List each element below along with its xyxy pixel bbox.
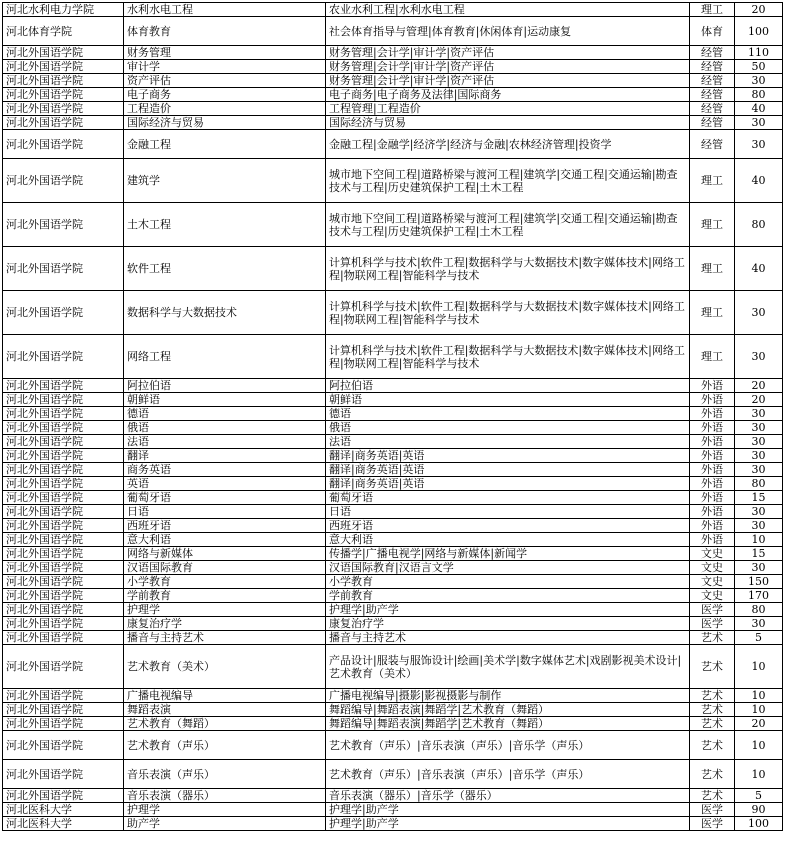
subjects-cell: 财务管理|会计学|审计学|资产评估 (326, 60, 690, 74)
category-cell: 艺术 (690, 717, 735, 731)
major-cell: 建筑学 (124, 159, 326, 203)
count-cell: 40 (735, 102, 783, 116)
major-cell: 西班牙语 (124, 519, 326, 533)
count-cell: 30 (735, 407, 783, 421)
major-cell: 学前教育 (124, 589, 326, 603)
category-cell: 外语 (690, 477, 735, 491)
table-row (3, 617, 783, 631)
subjects-cell: 阿拉伯语 (326, 379, 690, 393)
school-cell: 河北外国语学院 (3, 335, 124, 379)
category-cell: 艺术 (690, 645, 735, 689)
count-cell: 20 (735, 393, 783, 407)
table-row (3, 46, 783, 60)
category-cell: 外语 (690, 379, 735, 393)
count-cell: 170 (735, 589, 783, 603)
major-cell: 康复治疗学 (124, 617, 326, 631)
subjects-cell: 翻译|商务英语|英语 (326, 463, 690, 477)
school-cell: 河北外国语学院 (3, 407, 124, 421)
subjects-cell: 财务管理|会计学|审计学|资产评估 (326, 46, 690, 60)
major-cell: 汉语国际教育 (124, 561, 326, 575)
table-row (3, 519, 783, 533)
table-row (3, 88, 783, 102)
subjects-cell: 汉语国际教育|汉语言文学 (326, 561, 690, 575)
major-cell: 英语 (124, 477, 326, 491)
category-cell: 理工 (690, 3, 735, 17)
school-cell: 河北外国语学院 (3, 603, 124, 617)
school-cell: 河北外国语学院 (3, 291, 124, 335)
subjects-cell: 计算机科学与技术|软件工程|数据科学与大数据技术|数字媒体技术|网络工程|物联网工程|智能科学与技术 (326, 291, 690, 335)
table-row (3, 789, 783, 803)
table-row (3, 435, 783, 449)
count-cell: 10 (735, 760, 783, 789)
major-cell: 日语 (124, 505, 326, 519)
school-cell: 河北外国语学院 (3, 435, 124, 449)
category-cell: 艺术 (690, 631, 735, 645)
subjects-cell: 意大利语 (326, 533, 690, 547)
table-row (3, 575, 783, 589)
subjects-cell: 护理学|助产学 (326, 817, 690, 831)
subjects-cell: 播音与主持艺术 (326, 631, 690, 645)
category-cell: 经管 (690, 74, 735, 88)
subjects-cell: 音乐表演（器乐）|音乐学（器乐） (326, 789, 690, 803)
subjects-cell: 翻译|商务英语|英语 (326, 449, 690, 463)
category-cell: 经管 (690, 102, 735, 116)
school-cell: 河北外国语学院 (3, 393, 124, 407)
major-cell: 法语 (124, 435, 326, 449)
table-row (3, 803, 783, 817)
table-row (3, 703, 783, 717)
subjects-cell: 朝鲜语 (326, 393, 690, 407)
major-cell: 俄语 (124, 421, 326, 435)
school-cell: 河北外国语学院 (3, 689, 124, 703)
subjects-cell: 电子商务|电子商务及法律|国际商务 (326, 88, 690, 102)
category-cell: 文史 (690, 547, 735, 561)
school-cell: 河北外国语学院 (3, 159, 124, 203)
major-cell: 朝鲜语 (124, 393, 326, 407)
count-cell: 15 (735, 547, 783, 561)
subjects-cell: 日语 (326, 505, 690, 519)
category-cell: 理工 (690, 247, 735, 291)
subjects-cell: 俄语 (326, 421, 690, 435)
count-cell: 30 (735, 561, 783, 575)
school-cell: 河北外国语学院 (3, 463, 124, 477)
count-cell: 100 (735, 817, 783, 831)
major-cell: 葡萄牙语 (124, 491, 326, 505)
school-cell: 河北外国语学院 (3, 631, 124, 645)
subjects-cell: 学前教育 (326, 589, 690, 603)
school-cell: 河北外国语学院 (3, 645, 124, 689)
subjects-cell: 产品设计|服装与服饰设计|绘画|美术学|数字媒体艺术|戏剧影视美术设计|艺术教育（美术） (326, 645, 690, 689)
category-cell: 外语 (690, 393, 735, 407)
subjects-cell: 护理学|助产学 (326, 803, 690, 817)
school-cell: 河北外国语学院 (3, 789, 124, 803)
school-cell: 河北外国语学院 (3, 74, 124, 88)
major-cell: 小学教育 (124, 575, 326, 589)
category-cell: 经管 (690, 46, 735, 60)
major-cell: 水利水电工程 (124, 3, 326, 17)
school-cell: 河北体育学院 (3, 17, 124, 46)
count-cell: 10 (735, 533, 783, 547)
major-cell: 软件工程 (124, 247, 326, 291)
table-row (3, 421, 783, 435)
major-cell: 音乐表演（声乐） (124, 760, 326, 789)
count-cell: 30 (735, 435, 783, 449)
major-cell: 网络工程 (124, 335, 326, 379)
major-cell: 艺术教育（美术） (124, 645, 326, 689)
table-row (3, 74, 783, 88)
major-cell: 数据科学与大数据技术 (124, 291, 326, 335)
category-cell: 外语 (690, 463, 735, 477)
admission-table (2, 2, 783, 831)
table-body (3, 3, 783, 831)
category-cell: 文史 (690, 561, 735, 575)
category-cell: 经管 (690, 88, 735, 102)
table-row (3, 731, 783, 760)
count-cell: 40 (735, 159, 783, 203)
count-cell: 30 (735, 116, 783, 130)
major-cell: 商务英语 (124, 463, 326, 477)
school-cell: 河北医科大学 (3, 817, 124, 831)
table-row (3, 247, 783, 291)
subjects-cell: 城市地下空间工程|道路桥梁与渡河工程|建筑学|交通工程|交通运输|勘查技术与工程|历史建筑保护工程|土木工程 (326, 159, 690, 203)
school-cell: 河北外国语学院 (3, 421, 124, 435)
major-cell: 土木工程 (124, 203, 326, 247)
count-cell: 90 (735, 803, 783, 817)
table-row (3, 477, 783, 491)
school-cell: 河北外国语学院 (3, 505, 124, 519)
category-cell: 理工 (690, 203, 735, 247)
count-cell: 20 (735, 717, 783, 731)
subjects-cell: 工程管理|工程造价 (326, 102, 690, 116)
subjects-cell: 葡萄牙语 (326, 491, 690, 505)
count-cell: 80 (735, 203, 783, 247)
table-row (3, 102, 783, 116)
table-row (3, 60, 783, 74)
count-cell: 50 (735, 60, 783, 74)
major-cell: 护理学 (124, 803, 326, 817)
school-cell: 河北外国语学院 (3, 589, 124, 603)
count-cell: 110 (735, 46, 783, 60)
category-cell: 文史 (690, 575, 735, 589)
category-cell: 医学 (690, 603, 735, 617)
count-cell: 150 (735, 575, 783, 589)
count-cell: 100 (735, 17, 783, 46)
school-cell: 河北外国语学院 (3, 547, 124, 561)
category-cell: 理工 (690, 159, 735, 203)
subjects-cell: 社会体育指导与管理|体育教育|休闲体育|运动康复 (326, 17, 690, 46)
count-cell: 20 (735, 3, 783, 17)
table-row (3, 533, 783, 547)
table-row (3, 505, 783, 519)
table-row (3, 130, 783, 159)
table-row (3, 491, 783, 505)
table-row (3, 17, 783, 46)
category-cell: 艺术 (690, 731, 735, 760)
school-cell: 河北外国语学院 (3, 477, 124, 491)
table-row (3, 561, 783, 575)
category-cell: 经管 (690, 116, 735, 130)
count-cell: 80 (735, 88, 783, 102)
major-cell: 艺术教育（声乐） (124, 731, 326, 760)
subjects-cell: 护理学|助产学 (326, 603, 690, 617)
category-cell: 外语 (690, 449, 735, 463)
count-cell: 10 (735, 689, 783, 703)
table-row (3, 463, 783, 477)
subjects-cell: 小学教育 (326, 575, 690, 589)
count-cell: 80 (735, 477, 783, 491)
count-cell: 10 (735, 731, 783, 760)
count-cell: 30 (735, 74, 783, 88)
major-cell: 金融工程 (124, 130, 326, 159)
school-cell: 河北外国语学院 (3, 130, 124, 159)
table-row (3, 817, 783, 831)
major-cell: 舞蹈表演 (124, 703, 326, 717)
school-cell: 河北外国语学院 (3, 449, 124, 463)
school-cell: 河北外国语学院 (3, 760, 124, 789)
table-row (3, 717, 783, 731)
school-cell: 河北外国语学院 (3, 379, 124, 393)
major-cell: 财务管理 (124, 46, 326, 60)
major-cell: 音乐表演（器乐） (124, 789, 326, 803)
count-cell: 10 (735, 703, 783, 717)
category-cell: 艺术 (690, 689, 735, 703)
school-cell: 河北外国语学院 (3, 102, 124, 116)
table-row (3, 547, 783, 561)
subjects-cell: 传播学|广播电视学|网络与新媒体|新闻学 (326, 547, 690, 561)
school-cell: 河北外国语学院 (3, 717, 124, 731)
school-cell: 河北外国语学院 (3, 533, 124, 547)
school-cell: 河北外国语学院 (3, 247, 124, 291)
subjects-cell: 艺术教育（声乐）|音乐表演（声乐）|音乐学（声乐） (326, 760, 690, 789)
category-cell: 艺术 (690, 703, 735, 717)
subjects-cell: 艺术教育（声乐）|音乐表演（声乐）|音乐学（声乐） (326, 731, 690, 760)
school-cell: 河北外国语学院 (3, 575, 124, 589)
subjects-cell: 城市地下空间工程|道路桥梁与渡河工程|建筑学|交通工程|交通运输|勘查技术与工程|历史建筑保护工程|土木工程 (326, 203, 690, 247)
count-cell: 10 (735, 645, 783, 689)
school-cell: 河北外国语学院 (3, 46, 124, 60)
major-cell: 护理学 (124, 603, 326, 617)
count-cell: 15 (735, 491, 783, 505)
table-row (3, 291, 783, 335)
category-cell: 经管 (690, 60, 735, 74)
count-cell: 5 (735, 631, 783, 645)
subjects-cell: 西班牙语 (326, 519, 690, 533)
category-cell: 体育 (690, 17, 735, 46)
category-cell: 经管 (690, 130, 735, 159)
major-cell: 工程造价 (124, 102, 326, 116)
major-cell: 阿拉伯语 (124, 379, 326, 393)
subjects-cell: 计算机科学与技术|软件工程|数据科学与大数据技术|数字媒体技术|网络工程|物联网工程|智能科学与技术 (326, 247, 690, 291)
major-cell: 广播电视编导 (124, 689, 326, 703)
subjects-cell: 国际经济与贸易 (326, 116, 690, 130)
subjects-cell: 计算机科学与技术|软件工程|数据科学与大数据技术|数字媒体技术|网络工程|物联网工程|智能科学与技术 (326, 335, 690, 379)
table-row (3, 449, 783, 463)
subjects-cell: 舞蹈编导|舞蹈表演|舞蹈学|艺术教育（舞蹈） (326, 703, 690, 717)
category-cell: 外语 (690, 491, 735, 505)
major-cell: 助产学 (124, 817, 326, 831)
major-cell: 翻译 (124, 449, 326, 463)
count-cell: 80 (735, 603, 783, 617)
school-cell: 河北外国语学院 (3, 731, 124, 760)
category-cell: 艺术 (690, 789, 735, 803)
school-cell: 河北外国语学院 (3, 617, 124, 631)
subjects-cell: 农业水利工程|水利水电工程 (326, 3, 690, 17)
count-cell: 30 (735, 291, 783, 335)
category-cell: 医学 (690, 817, 735, 831)
school-cell: 河北外国语学院 (3, 491, 124, 505)
table-row (3, 203, 783, 247)
school-cell: 河北水利电力学院 (3, 3, 124, 17)
category-cell: 理工 (690, 335, 735, 379)
count-cell: 40 (735, 247, 783, 291)
count-cell: 30 (735, 505, 783, 519)
table-row (3, 393, 783, 407)
count-cell: 30 (735, 617, 783, 631)
category-cell: 艺术 (690, 760, 735, 789)
table-row (3, 379, 783, 393)
table-row (3, 631, 783, 645)
school-cell: 河北外国语学院 (3, 88, 124, 102)
count-cell: 5 (735, 789, 783, 803)
category-cell: 外语 (690, 505, 735, 519)
count-cell: 30 (735, 519, 783, 533)
count-cell: 30 (735, 421, 783, 435)
table-row (3, 689, 783, 703)
table-row (3, 589, 783, 603)
school-cell: 河北外国语学院 (3, 561, 124, 575)
major-cell: 艺术教育（舞蹈） (124, 717, 326, 731)
table-row (3, 3, 783, 17)
major-cell: 网络与新媒体 (124, 547, 326, 561)
major-cell: 德语 (124, 407, 326, 421)
school-cell: 河北外国语学院 (3, 116, 124, 130)
table-row (3, 407, 783, 421)
school-cell: 河北医科大学 (3, 803, 124, 817)
subjects-cell: 广播电视编导|摄影|影视摄影与制作 (326, 689, 690, 703)
major-cell: 电子商务 (124, 88, 326, 102)
category-cell: 医学 (690, 617, 735, 631)
subjects-cell: 法语 (326, 435, 690, 449)
count-cell: 30 (735, 449, 783, 463)
category-cell: 外语 (690, 533, 735, 547)
school-cell: 河北外国语学院 (3, 203, 124, 247)
table-row (3, 335, 783, 379)
category-cell: 文史 (690, 589, 735, 603)
count-cell: 30 (735, 463, 783, 477)
table-row (3, 603, 783, 617)
category-cell: 外语 (690, 407, 735, 421)
major-cell: 播音与主持艺术 (124, 631, 326, 645)
subjects-cell: 金融工程|金融学|经济学|经济与金融|农林经济管理|投资学 (326, 130, 690, 159)
major-cell: 体育教育 (124, 17, 326, 46)
category-cell: 外语 (690, 435, 735, 449)
count-cell: 30 (735, 335, 783, 379)
table-row (3, 645, 783, 689)
school-cell: 河北外国语学院 (3, 60, 124, 74)
subjects-cell: 翻译|商务英语|英语 (326, 477, 690, 491)
table-row (3, 116, 783, 130)
major-cell: 资产评估 (124, 74, 326, 88)
count-cell: 20 (735, 379, 783, 393)
table-row (3, 159, 783, 203)
subjects-cell: 财务管理|会计学|审计学|资产评估 (326, 74, 690, 88)
table-row (3, 760, 783, 789)
category-cell: 外语 (690, 421, 735, 435)
category-cell: 外语 (690, 519, 735, 533)
subjects-cell: 康复治疗学 (326, 617, 690, 631)
subjects-cell: 德语 (326, 407, 690, 421)
category-cell: 医学 (690, 803, 735, 817)
school-cell: 河北外国语学院 (3, 519, 124, 533)
major-cell: 意大利语 (124, 533, 326, 547)
subjects-cell: 舞蹈编导|舞蹈表演|舞蹈学|艺术教育（舞蹈） (326, 717, 690, 731)
school-cell: 河北外国语学院 (3, 703, 124, 717)
major-cell: 国际经济与贸易 (124, 116, 326, 130)
major-cell: 审计学 (124, 60, 326, 74)
category-cell: 理工 (690, 291, 735, 335)
count-cell: 30 (735, 130, 783, 159)
